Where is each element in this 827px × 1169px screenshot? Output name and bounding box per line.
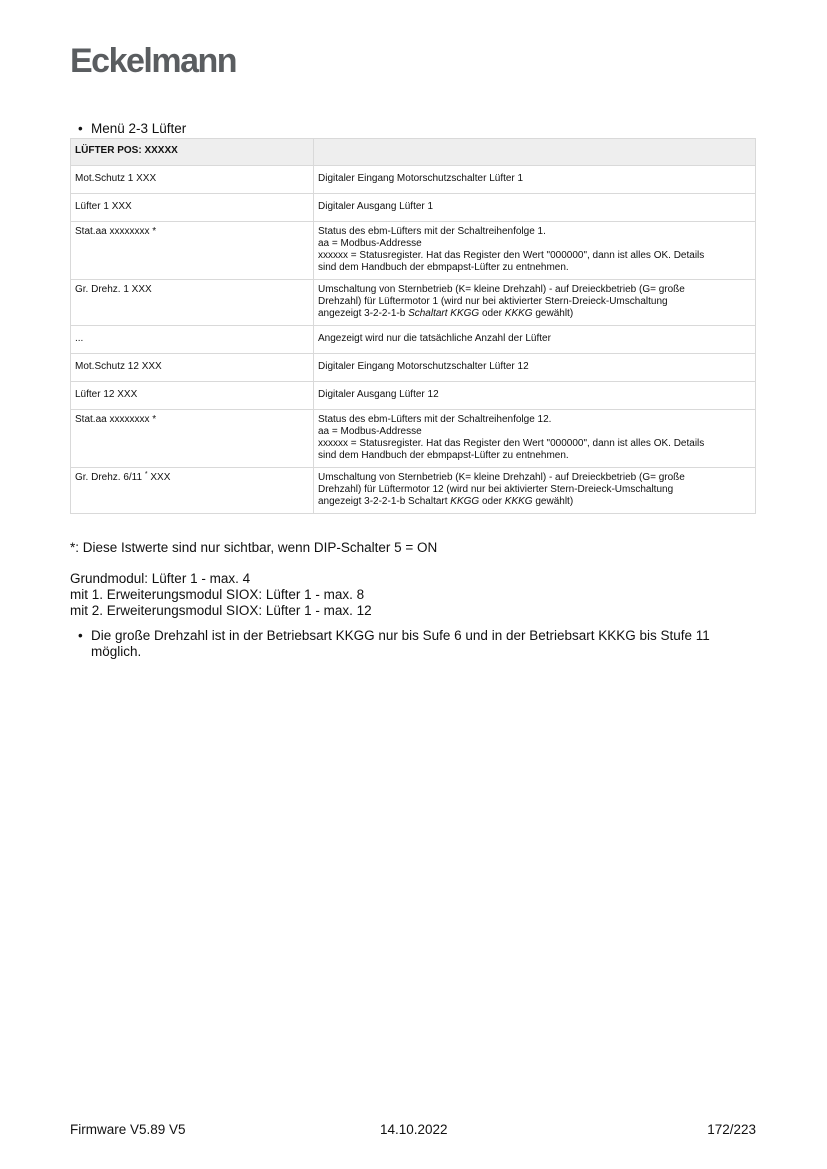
desc-cell — [314, 410, 756, 468]
desc-cell — [314, 280, 756, 326]
info-line: Grundmodul: Lüfter 1 - max. 4 — [70, 571, 251, 586]
table-row — [71, 280, 756, 326]
desc-emphasis: KKKG — [504, 496, 533, 507]
desc-emphasis: KKGG — [450, 496, 480, 507]
module-info — [70, 571, 372, 619]
desc-line — [318, 496, 751, 508]
menu-heading-text: Menü 2-3 Lüfter — [91, 121, 187, 136]
desc-text: oder — [479, 308, 505, 319]
table-header-cell: LÜFTER POS: XXXXX — [71, 139, 314, 166]
param-cell: Mot.Schutz 12 XXX — [71, 354, 314, 382]
param-cell: ... — [71, 326, 314, 354]
bullet-dot: • — [78, 628, 83, 643]
lufter-table — [70, 138, 756, 514]
desc-emphasis: KKKG — [504, 308, 533, 319]
desc-text: gewählt) — [532, 496, 574, 507]
table-header-cell — [314, 139, 756, 166]
desc-cell: Angezeigt wird nur die tatsächliche Anzahl der Lüfter — [314, 326, 756, 354]
table-row — [71, 410, 756, 468]
param-cell: Lüfter 1 XXX — [71, 194, 314, 222]
desc-line: aa = Modbus-Addresse — [318, 238, 422, 249]
desc-line: xxxxxx = Statusregister. Hat das Register den Wert "000000", dann ist alles OK. Details — [318, 250, 705, 261]
desc-cell: Digitaler Eingang Motorschutzschalter Lüfter 12 — [314, 354, 756, 382]
desc-cell: Digitaler Ausgang Lüfter 12 — [314, 382, 756, 410]
info-line: mit 2. Erweiterungsmodul SIOX: Lüfter 1 - max. 12 — [70, 603, 372, 618]
desc-line: sind dem Handbuch der ebmpapst-Lüfter zu entnehmen. — [318, 450, 569, 461]
eckelmann-logo: Eckelmann — [70, 42, 237, 80]
desc-line — [318, 308, 751, 320]
desc-line: Drehzahl) für Lüftermotor 1 (wird nur bei aktivierter Stern-Dreieck-Umschaltung — [318, 296, 668, 307]
bullet-note-text: Die große Drehzahl ist in der Betriebsart KKGG nur bis Sufe 6 und in der Betriebsart KKKG bis Stufe 11 möglich. — [91, 628, 710, 659]
table-row — [71, 222, 756, 280]
table-header-row — [71, 139, 756, 166]
info-line: mit 1. Erweiterungsmodul SIOX: Lüfter 1 - max. 8 — [70, 587, 365, 602]
table-row — [71, 354, 756, 382]
param-text: Gr. Drehz. 6/11 — [75, 472, 145, 483]
desc-line: Status des ebm-Lüfters mit der Schaltreihenfolge 12. — [318, 414, 552, 425]
desc-cell: Digitaler Eingang Motorschutzschalter Lüfter 1 — [314, 166, 756, 194]
desc-line: xxxxxx = Statusregister. Hat das Register den Wert "000000", dann ist alles OK. Details — [318, 438, 705, 449]
desc-line: Umschaltung von Sternbetrieb (K= kleine Drehzahl) - auf Dreieckbetrieb (G= große — [318, 472, 685, 483]
footer-firmware: Firmware V5.89 V5 — [70, 1122, 186, 1137]
footnote-marker: * — [144, 471, 148, 478]
footnote: *: Diese Istwerte sind nur sichtbar, wenn DIP-Schalter 5 = ON — [70, 540, 438, 555]
desc-line: aa = Modbus-Addresse — [318, 426, 422, 437]
desc-line: Umschaltung von Sternbetrieb (K= kleine Drehzahl) - auf Dreieckbetrieb (G= große — [318, 284, 685, 295]
table-row — [71, 194, 756, 222]
table-row — [71, 166, 756, 194]
desc-cell — [314, 468, 756, 514]
desc-text: gewählt) — [532, 308, 574, 319]
desc-line: Drehzahl) für Lüftermotor 12 (wird nur bei aktivierter Stern-Dreieck-Umschaltung — [318, 484, 674, 495]
param-text: XXX — [147, 472, 171, 483]
desc-text: angezeigt 3-2-2-1-b — [318, 308, 409, 319]
desc-text: angezeigt 3-2-2-1-b Schaltart — [318, 496, 451, 507]
param-cell: Lüfter 12 XXX — [71, 382, 314, 410]
desc-text: oder — [479, 496, 505, 507]
footer-page-number: 172/223 — [707, 1122, 756, 1137]
param-cell: Mot.Schutz 1 XXX — [71, 166, 314, 194]
param-cell — [71, 468, 314, 514]
table-row — [71, 326, 756, 354]
param-cell: Stat.aa xxxxxxxx * — [71, 410, 314, 468]
desc-cell: Digitaler Ausgang Lüfter 1 — [314, 194, 756, 222]
desc-cell — [314, 222, 756, 280]
desc-emphasis: Schaltart KKGG — [408, 308, 480, 319]
table-row — [71, 468, 756, 514]
desc-line: sind dem Handbuch der ebmpapst-Lüfter zu entnehmen. — [318, 262, 569, 273]
footer-date: 14.10.2022 — [380, 1122, 448, 1137]
param-cell: Gr. Drehz. 1 XXX — [71, 280, 314, 326]
bullet-dot: • — [78, 121, 83, 136]
desc-line: Status des ebm-Lüfters mit der Schaltreihenfolge 1. — [318, 226, 546, 237]
param-cell: Stat.aa xxxxxxxx * — [71, 222, 314, 280]
bullet-note — [78, 628, 758, 660]
menu-heading — [78, 121, 186, 136]
table-row — [71, 382, 756, 410]
